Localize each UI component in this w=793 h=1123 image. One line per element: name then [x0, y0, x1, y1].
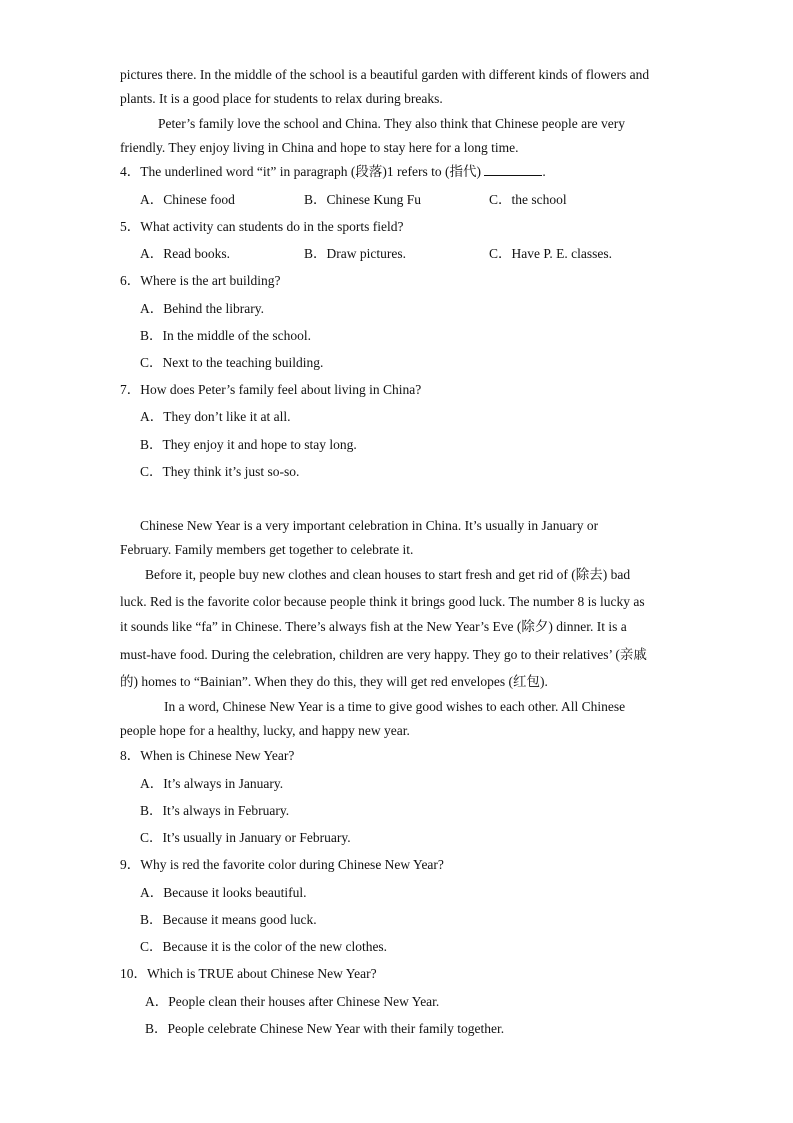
question-9-option-c: C．Because it is the color of the new clothes.: [140, 939, 388, 954]
question-10-stem: 10．Which is TRUE about Chinese New Year?: [120, 966, 377, 981]
question-7-option-b: B．They enjoy it and hope to stay long.: [140, 437, 357, 452]
question-4-option-c: C．the school: [489, 192, 567, 207]
question-stem-text: 4．The underlined word “it” in paragraph (段落)1 refers to (指代): [120, 164, 485, 179]
question-4-option-b: B．Chinese Kung Fu: [304, 192, 422, 207]
question-7-stem: 7．How does Peter’s family feel about living in China?: [120, 382, 422, 397]
question-9-option-b: B．Because it means good luck.: [140, 912, 317, 927]
question-8-stem: 8．When is Chinese New Year?: [120, 748, 295, 763]
question-5-option-a: A．Read books.: [140, 246, 230, 261]
passage2-line-3: Before it, people buy new clothes and clean houses to start fresh and get rid of (除去) bad: [145, 567, 631, 582]
passage1-line-2: plants. It is a good place for students to relax during breaks.: [120, 91, 443, 106]
passage2-line-9: people hope for a healthy, lucky, and happy new year.: [120, 723, 410, 738]
question-7-option-a: A．They don’t like it at all.: [140, 409, 291, 424]
passage2-line-1: Chinese New Year is a very important celebration in China. It’s usually in January or: [140, 518, 599, 533]
passage2-line-5: it sounds like “fa” in Chinese. There’s always fish at the New Year’s Eve (除夕) dinner. It is a: [120, 619, 627, 634]
question-6-stem: 6．Where is the art building?: [120, 273, 281, 288]
passage2-line-6: must-have food. During the celebration, children are very happy. They go to their relatives’ (亲戚: [120, 647, 647, 662]
question-stem-suffix: .: [542, 164, 546, 179]
passage1-line-3: Peter’s family love the school and China. They also think that Chinese people are very: [158, 116, 626, 131]
answer-blank: [484, 163, 542, 176]
passage2-line-4: luck. Red is the favorite color because people think it brings good luck. The number 8 is lucky as: [120, 594, 645, 609]
question-10-option-b: B．People celebrate Chinese New Year with their family together.: [145, 1021, 505, 1036]
question-6-option-c: C．Next to the teaching building.: [140, 355, 324, 370]
question-6-option-b: B．In the middle of the school.: [140, 328, 311, 343]
passage1-line-4: friendly. They enjoy living in China and hope to stay here for a long time.: [120, 140, 519, 155]
passage2-line-7: 的) homes to “Bainian”. When they do this, they will get red envelopes (红包).: [120, 674, 548, 689]
question-5-stem: 5．What activity can students do in the sports field?: [120, 219, 404, 234]
question-8-option-a: A．It’s always in January.: [140, 776, 284, 791]
question-9-stem: 9．Why is red the favorite color during Chinese New Year?: [120, 857, 444, 872]
question-6-option-a: A．Behind the library.: [140, 301, 264, 316]
question-4-stem: [120, 163, 546, 181]
passage2-line-2: February. Family members get together to celebrate it.: [120, 542, 414, 557]
question-5-option-c: C．Have P. E. classes.: [489, 246, 612, 261]
question-7-option-c: C．They think it’s just so-so.: [140, 464, 300, 479]
passage1-line-1: pictures there. In the middle of the school is a beautiful garden with different kinds of flowers and: [120, 67, 650, 82]
question-4-option-a: A．Chinese food: [140, 192, 235, 207]
question-10-option-a: A．People clean their houses after Chinese New Year.: [145, 994, 440, 1009]
question-8-option-c: C．It’s usually in January or February.: [140, 830, 351, 845]
question-8-option-b: B．It’s always in February.: [140, 803, 290, 818]
question-9-option-a: A．Because it looks beautiful.: [140, 885, 307, 900]
passage2-line-8: In a word, Chinese New Year is a time to give good wishes to each other. All Chinese: [164, 699, 626, 714]
question-5-option-b: B．Draw pictures.: [304, 246, 406, 261]
